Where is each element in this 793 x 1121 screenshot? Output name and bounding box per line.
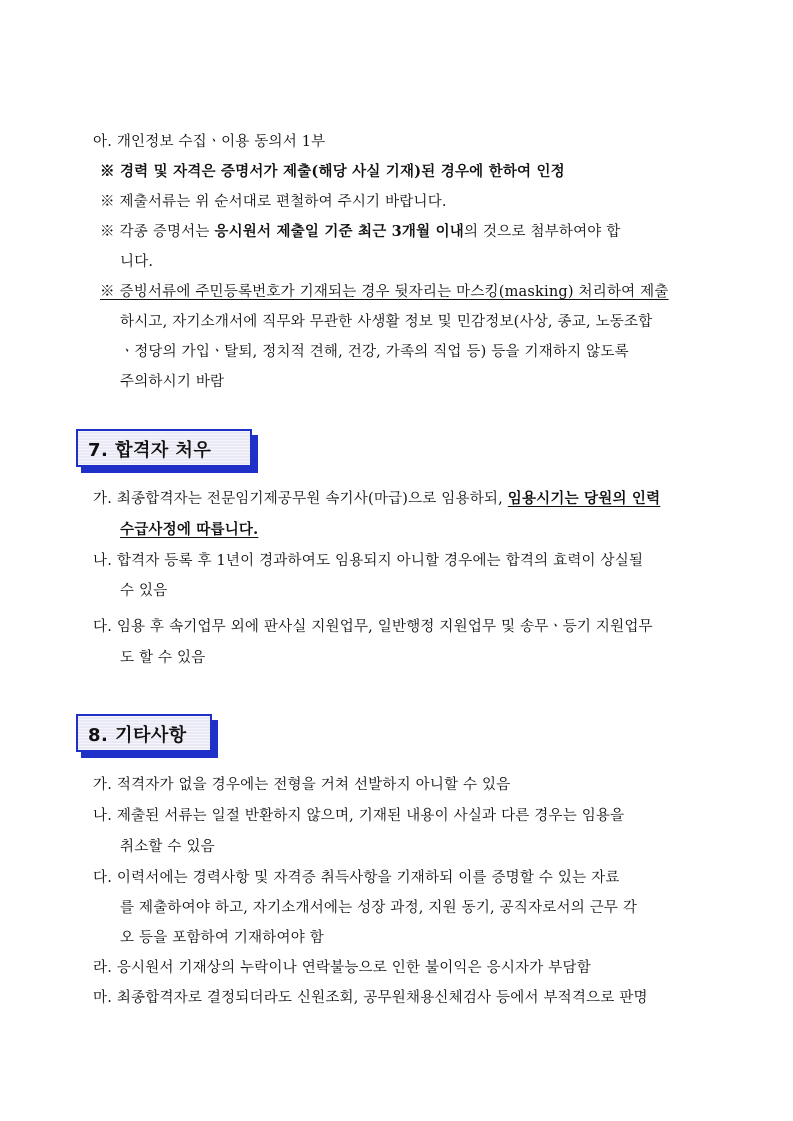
note-document-order: ※ 제출서류는 위 순서대로 편철하여 주시기 바랍니다.	[100, 194, 447, 210]
item-a-consent-form: 아. 개인정보 수집ㆍ이용 동의서 1부	[93, 134, 326, 150]
note-certificate-validity	[100, 222, 718, 242]
note-text: 의 것으로 첨부하여야 합	[464, 224, 621, 240]
note-text: ※ 각종 증명서는	[100, 224, 215, 240]
note-masking-line4: 주의하시기 바람	[120, 374, 225, 390]
section-7-item-na: 나. 합격자 등록 후 1년이 경과하여도 임용되지 아니할 경우에는 합격의 효력이 상실될	[93, 553, 644, 569]
section-8-item-na-cont: 취소할 수 있음	[120, 839, 215, 855]
note-masking-line2: 하시고, 자기소개서에 직무와 무관한 사생활 정보 및 민감정보(사상, 종교, 노동조합	[120, 314, 653, 330]
section-8-item-ma: 마. 최종합격자로 결정되더라도 신원조회, 공무원채용신체검사 등에서 부적격으로 판명	[93, 990, 648, 1006]
section-8-item-da-cont2: 오 등을 포함하여 기재하여야 함	[120, 930, 324, 946]
section-8-item-da-cont1: 를 제출하여야 하고, 자기소개서에는 성장 과정, 지원 동기, 공직자로서의 근무 각	[120, 900, 638, 916]
section-8-header	[76, 714, 212, 752]
note-career-certification: ※ 경력 및 자격은 증명서가 제출(해당 사실 기재)된 경우에 한하여 인정	[100, 163, 565, 180]
note-emphasis: 응시원서 제출일 기준 최근 3개월 이내	[214, 223, 465, 240]
section-7-title: 7. 합격자 처우	[88, 440, 212, 461]
section-7-header	[76, 429, 252, 467]
item-emphasis: 임용시기는 당원의 인력	[507, 490, 661, 507]
note-masking-line3: ㆍ정당의 가입ㆍ탈퇴, 정치적 견해, 건강, 가족의 직업 등) 등을 기재하지 않도록	[120, 344, 629, 360]
section-8-item-ga: 가. 적격자가 없을 경우에는 전형을 거쳐 선발하지 아니할 수 있음	[93, 777, 511, 793]
section-7-item-da: 다. 임용 후 속기업무 외에 판사실 지원업무, 일반행정 지원업무 및 송무ㆍ등기 지원업무	[93, 619, 653, 635]
section-7-item-da-cont: 도 할 수 있음	[120, 650, 206, 666]
section-7-item-ga-cont: 수급사정에 따릅니다.	[120, 521, 259, 538]
note-masking-line1: ※ 증빙서류에 주민등록번호가 기재되는 경우 뒷자리는 마스킹(masking) 처리하여 제출	[100, 284, 669, 300]
section-8-item-na: 나. 제출된 서류는 일절 반환하지 않으며, 기재된 내용이 사실과 다른 경우는 임용을	[93, 808, 625, 824]
item-text: 가. 최종합격자는 전문임기제공무원 속기사(마급)으로 임용하되,	[93, 491, 508, 507]
section-8-item-ra: 라. 응시원서 기재상의 누락이나 연락불능으로 인한 불이익은 응시자가 부담함	[93, 960, 591, 976]
note-certificate-validity-cont: 니다.	[120, 254, 154, 270]
section-8-title: 8. 기타사항	[88, 725, 187, 746]
section-8-item-da: 다. 이력서에는 경력사항 및 자격증 취득사항을 기재하되 이를 증명할 수 있는 자료	[93, 870, 620, 886]
section-7-item-na-cont: 수 있음	[120, 583, 168, 599]
section-7-item-ga	[93, 489, 660, 509]
